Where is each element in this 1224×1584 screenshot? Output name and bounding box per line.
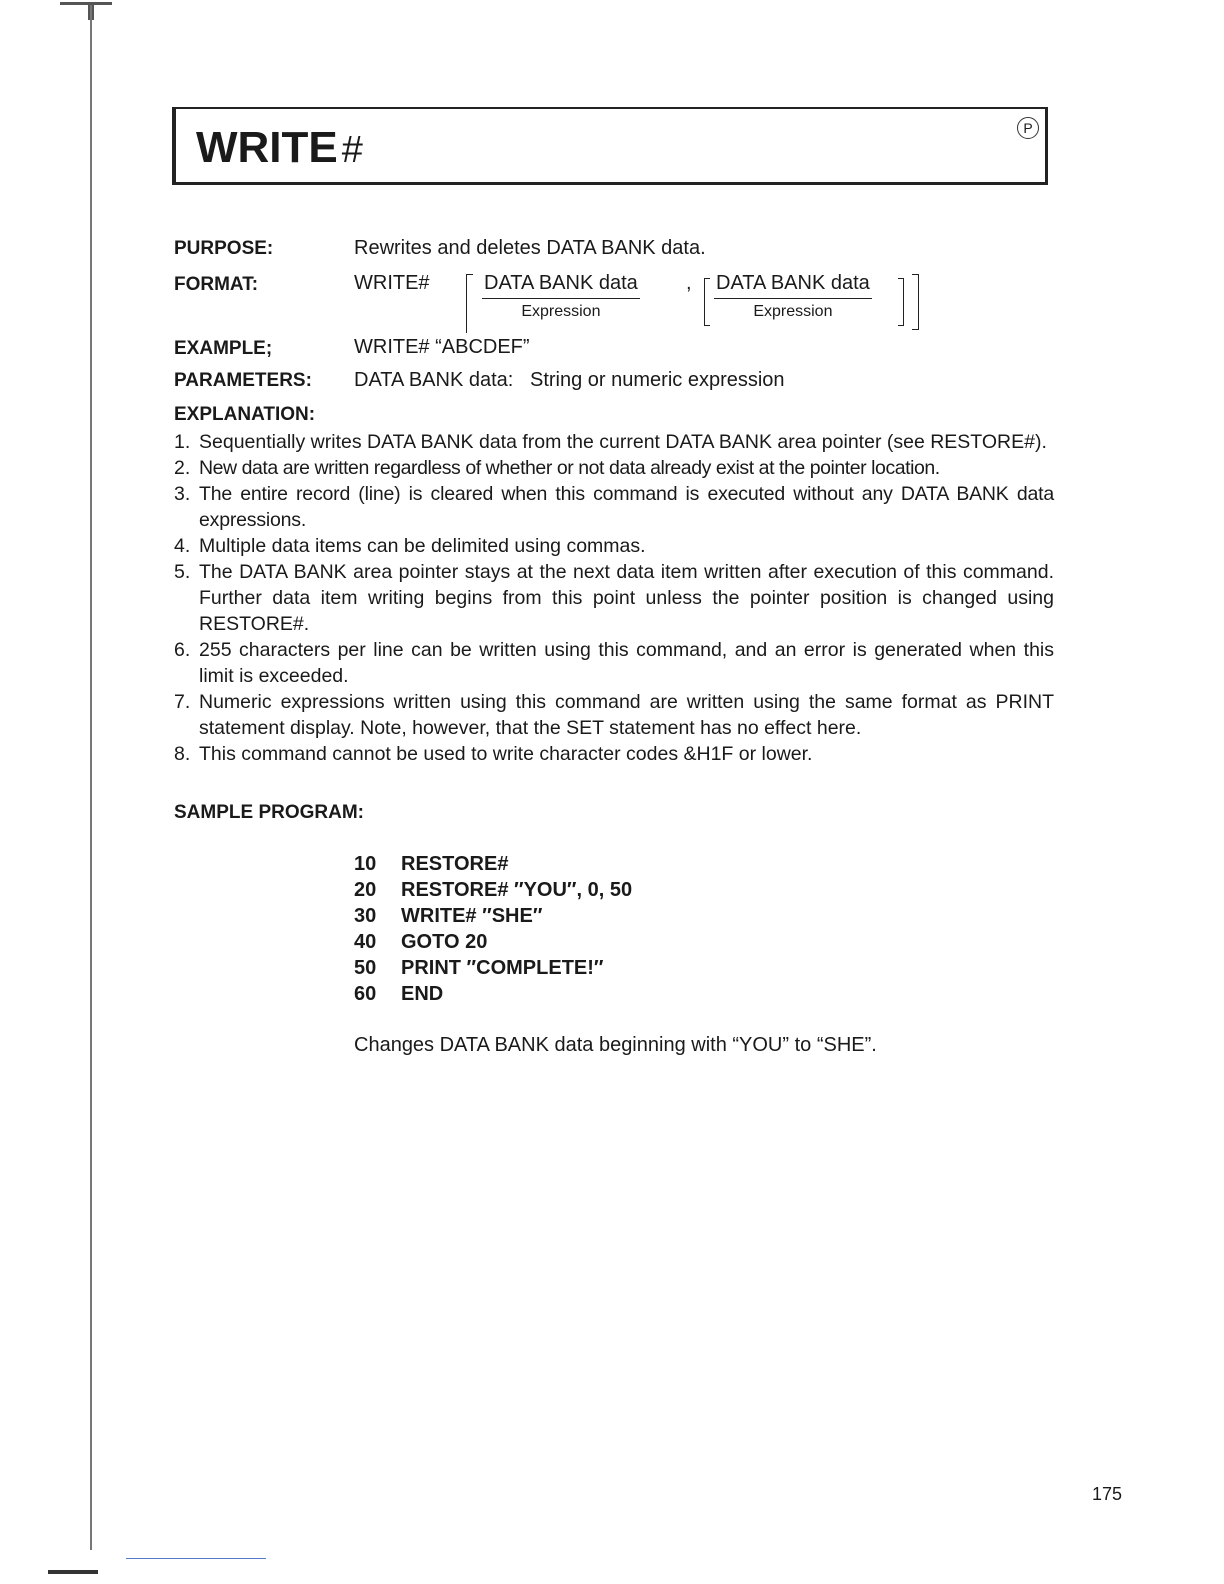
- title-command: WRITE: [196, 123, 338, 172]
- format-label: FORMAT:: [174, 274, 259, 295]
- binding-foot: [48, 1550, 98, 1574]
- format-optional-bracket-right: [898, 278, 904, 326]
- sample-program-label: SAMPLE PROGRAM:: [174, 802, 364, 823]
- code-line: [354, 903, 632, 929]
- list-item-number: 1.: [174, 431, 191, 453]
- list-item-text: New data are written regardless of whether or not data already exist at the pointer location.: [199, 457, 940, 479]
- list-item-text: The DATA BANK area pointer stays at the next data item written after execution of this command. Further data item writing begins from this point unless the pointer position is changed using RESTORE#.: [199, 561, 1054, 635]
- code-line: [354, 955, 632, 981]
- list-item-text: Numeric expressions written using this command are written using the same format as PRINT statement display. Note, however, that the SET statement has no effect here.: [199, 691, 1054, 739]
- format-item-2: [714, 272, 872, 321]
- list-item-text: The entire record (line) is cleared when this command is executed without any DATA BANK data expressions.: [199, 483, 1054, 531]
- bottom-rule: [126, 1558, 266, 1559]
- explanation-label: EXPLANATION:: [174, 404, 316, 425]
- format-bracket-right: [912, 274, 919, 330]
- format-item-2-sub: Expression: [753, 303, 833, 320]
- line-code: WRITE# ″SHE″: [401, 905, 543, 927]
- format-command: WRITE#: [354, 272, 430, 294]
- purpose-value: Rewrites and deletes DATA BANK data.: [354, 237, 706, 259]
- example-value: WRITE# “ABCDEF”: [354, 336, 530, 358]
- page-number: 175: [1092, 1484, 1123, 1504]
- title-hash: #: [341, 129, 363, 171]
- line-code: RESTORE#: [401, 853, 509, 875]
- list-item-number: 8.: [174, 743, 191, 765]
- list-item: [174, 689, 1054, 741]
- list-item-text: Sequentially writes DATA BANK data from the current DATA BANK area pointer (see RESTORE#).: [199, 431, 1047, 453]
- format-separator: ,: [686, 272, 692, 294]
- format-item-1-sub: Expression: [521, 303, 601, 320]
- list-item-number: 2.: [174, 457, 191, 479]
- example-label: EXAMPLE;: [174, 338, 273, 359]
- line-code: RESTORE# ″YOU″, 0, 50: [401, 879, 633, 901]
- sample-program-code: [354, 851, 632, 1007]
- format-item-1-text: DATA BANK data: [482, 272, 640, 299]
- format-item-2-text: DATA BANK data: [714, 272, 872, 299]
- sample-program-note: Changes DATA BANK data beginning with “YOU” to “SHE”.: [354, 1034, 877, 1056]
- list-item-number: 7.: [174, 691, 191, 713]
- list-item-number: 3.: [174, 483, 191, 505]
- list-item: [174, 637, 1054, 689]
- page-title: [196, 123, 363, 173]
- list-item: [174, 559, 1054, 637]
- list-item: [174, 741, 1054, 767]
- purpose-label: PURPOSE:: [174, 238, 274, 259]
- line-number: 30: [354, 905, 377, 927]
- parameters-value: DATA BANK data: String or numeric expression: [354, 369, 785, 391]
- binding-line: [90, 5, 92, 1550]
- line-number: 50: [354, 957, 377, 979]
- parameters-label: PARAMETERS:: [174, 370, 312, 391]
- line-code: GOTO 20: [401, 931, 488, 953]
- line-code: PRINT ″COMPLETE!″: [401, 957, 604, 979]
- list-item: [174, 533, 1054, 559]
- code-line: [354, 877, 632, 903]
- list-item-number: 6.: [174, 639, 191, 661]
- code-line: [354, 851, 632, 877]
- code-line: [354, 981, 632, 1007]
- program-mode-icon: P: [1017, 117, 1039, 139]
- title-box: [172, 107, 1048, 185]
- code-line: [354, 929, 632, 955]
- format-bracket-left: [466, 274, 473, 333]
- list-item-text: Multiple data items can be delimited using commas.: [199, 535, 646, 557]
- line-code: END: [401, 983, 444, 1005]
- explanation-list: [174, 429, 1054, 767]
- list-item-text: This command cannot be used to write character codes &H1F or lower.: [199, 743, 813, 765]
- list-item: [174, 429, 1054, 455]
- line-number: 60: [354, 983, 377, 1005]
- list-item: [174, 481, 1054, 533]
- format-item-1: [482, 272, 640, 321]
- line-number: 40: [354, 931, 377, 953]
- line-number: 10: [354, 853, 377, 875]
- list-item-text: 255 characters per line can be written using this command, and an error is generated when this limit is exceeded.: [199, 639, 1054, 687]
- format-optional-bracket-left: [704, 278, 710, 326]
- line-number: 20: [354, 879, 377, 901]
- list-item-number: 4.: [174, 535, 191, 557]
- list-item: [174, 455, 1054, 481]
- list-item-number: 5.: [174, 561, 191, 583]
- binding-top-edge: [60, 2, 112, 5]
